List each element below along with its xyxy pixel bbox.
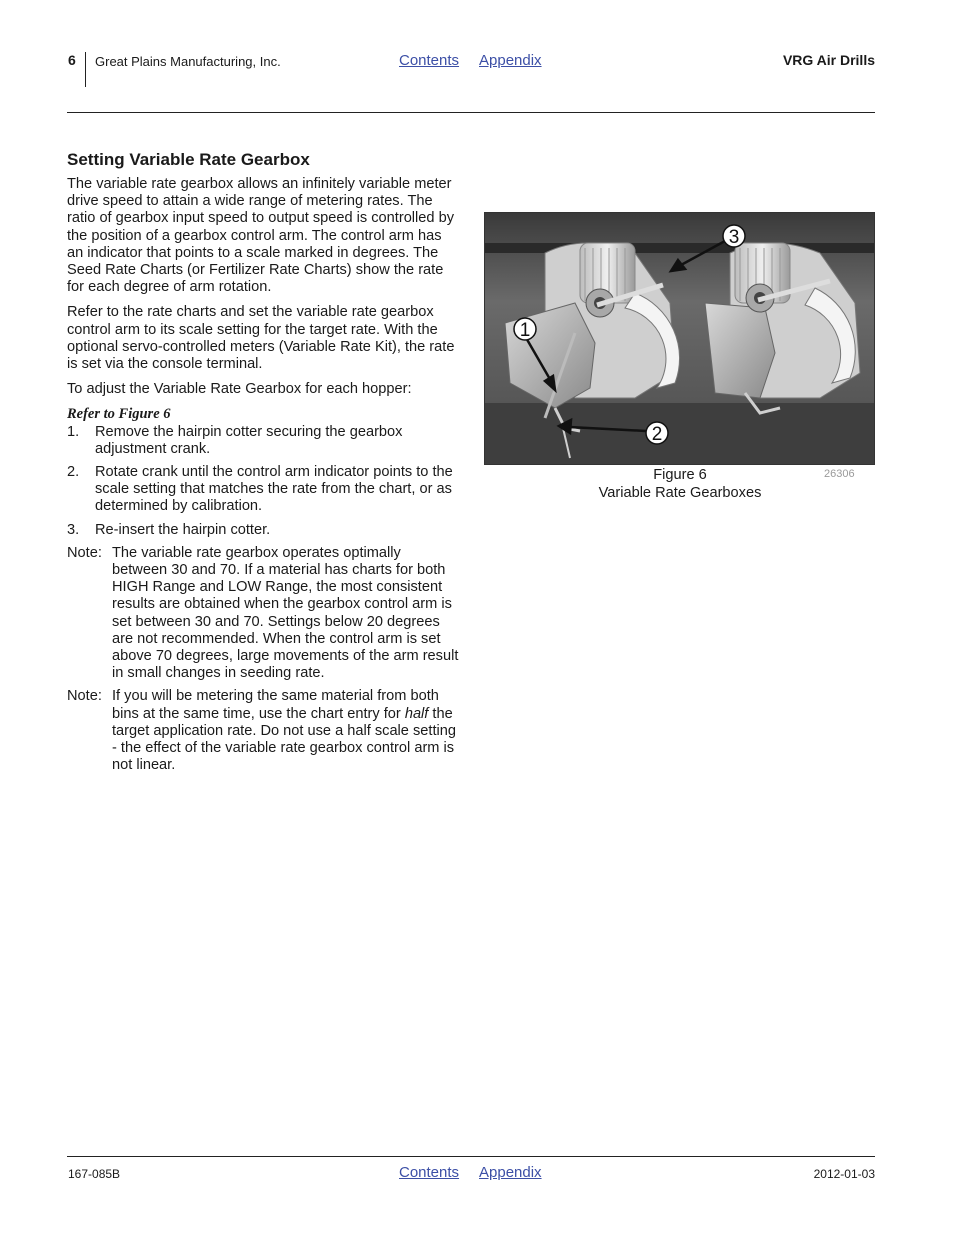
header-divider — [85, 52, 86, 87]
footer-appendix-link[interactable]: Appendix — [479, 1164, 542, 1181]
document-number: 167-085B — [68, 1167, 121, 1181]
note-text: The variable rate gearbox operates optimally between 30 and 70. If a material has charts for both HIGH Range and LOW Range, the most consistent results are obtained when the gearbox control arm is set between 30 and 70. Settings below 20 degrees are not recommended. When the control arm is set above 70 degrees, large movements of the arm result in small changes in seeding rate. — [112, 544, 459, 682]
company-name: Great Plains Manufacturing, Inc. — [95, 54, 281, 69]
page-number: 6 — [68, 52, 76, 68]
figure-reference: Refer to Figure 6 — [67, 406, 171, 423]
note-text-part: If you will be metering the same material from both bins at the same time, use the chart entry for — [112, 688, 439, 722]
section-title: Setting Variable Rate Gearbox — [67, 150, 310, 169]
note-label: Note: — [67, 544, 102, 561]
gearbox-illustration — [485, 213, 875, 465]
step-text: Remove the hairpin cotter securing the gearbox adjustment crank. — [95, 423, 403, 457]
footer-contents-link[interactable]: Contents — [399, 1164, 460, 1181]
footer-rule — [67, 1156, 875, 1157]
step-number: 3. — [67, 521, 80, 538]
main-column — [67, 150, 459, 781]
step-number: 2. — [67, 464, 80, 481]
figure-caption — [560, 467, 800, 502]
step-number: 1. — [67, 423, 80, 440]
note-item — [67, 545, 459, 683]
figure-id: 26306 — [824, 468, 855, 480]
paragraph: Refer to the rate charts and set the variable rate gearbox control arm to its scale setting for the target rate. With the optional servo-controlled meters (Variable Rate Kit), the rate is set via the console terminal. — [67, 304, 455, 373]
paragraph: The variable rate gearbox allows an infinitely variable meter drive speed to attain a wide range of metering rates. The ratio of gearbox input speed to output speed is controlled by the position of a gearbox control arm. The control arm has an indicator that points to a scale marked in degrees. The Seed Rate Charts (or Fertilizer Rate Charts) show the rate for each degree of arm rotation. — [67, 176, 454, 296]
product-name: VRG Air Drills — [782, 52, 875, 68]
paragraph: To adjust the Variable Rate Gearbox for each hopper: — [67, 381, 412, 398]
figure-title: Variable Rate Gearboxes — [598, 484, 762, 501]
step-text: Re-insert the hairpin cotter. — [95, 521, 271, 538]
header-contents-link[interactable]: Contents — [399, 52, 460, 69]
callout-1: 1 — [519, 320, 531, 341]
step-item — [67, 424, 459, 458]
note-text-part: the target application rate. Do not use a half scale setting - the effect of the variable rate gearbox control arm is not linear. — [112, 705, 456, 774]
header-rule — [67, 112, 875, 113]
callout-3: 3 — [728, 227, 740, 248]
figure-label: Figure 6 — [653, 467, 707, 483]
note-label: Note: — [67, 688, 102, 705]
note-item — [67, 688, 459, 774]
header-appendix-link[interactable]: Appendix — [479, 52, 542, 69]
callout-2: 2 — [651, 424, 663, 445]
step-item — [67, 464, 459, 516]
gearbox-photo — [484, 212, 875, 465]
document-date: 2012-01-03 — [813, 1167, 875, 1181]
note-text — [112, 688, 459, 774]
step-text: Rotate crank until the control arm indicator points to the scale setting that matches the rate from the chart, or as determined by calibration. — [95, 464, 453, 515]
note-emphasis: half — [404, 705, 429, 722]
step-item — [67, 522, 459, 539]
